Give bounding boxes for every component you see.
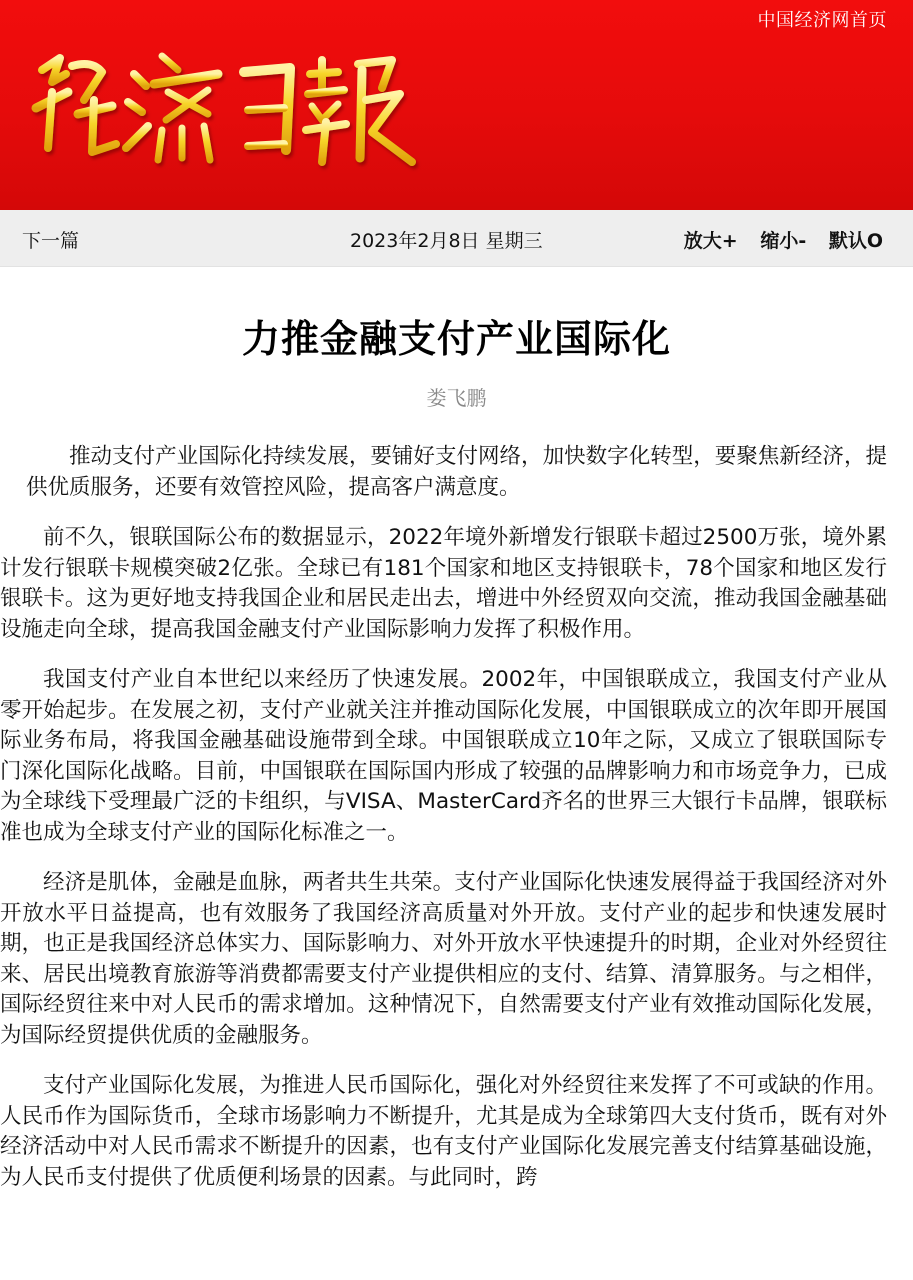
masthead-banner [0,0,913,210]
article-toolbar [0,210,913,267]
logo-calligraphy [22,30,422,180]
article-author: 娄飞鹏 [426,386,487,410]
publish-date: 2023年2月8日 星期三 [350,230,543,252]
zoom-default-button[interactable]: 默认O [828,230,883,252]
font-size-controls [668,226,883,253]
zoom-in-button[interactable]: 放大+ [683,230,738,252]
article-paragraph: 我国支付产业自本世纪以来经历了快速发展。2002年，中国银联成立，我国支付产业从零开始起步。在发展之初，支付产业就关注并推动国际化发展，中国银联成立的次年即开展国际业务布局，将我国金融基础设施带到全球。中国银联成立10年之际，又成立了银联国际专门深化国际化战略。目前，中国银联在国际国内形成了较强的品牌影响力和市场竞争力，已成为全球线下受理最广泛的卡组织，与VISA、MasterCard齐名的世界三大银行卡品牌，银联标准也成为全球支付产业的国际化标准之一。 [0,667,887,845]
article-body [0,442,913,1213]
zoom-out-button[interactable]: 缩小- [760,230,807,252]
newspaper-logo [22,30,422,180]
article-paragraph: 支付产业国际化发展，为推进人民币国际化，强化对外经贸往来发挥了不可或缺的作用。人民币作为国际货币，全球市场影响力不断提升，尤其是成为全球第四大支付货币，既有对外经济活动中对人民币需求不断提升的因素，也有支付产业国际化发展完善支付结算基础设施，为人民币支付提供了优质便利场景的因素。与此同时，跨 [0,1073,887,1190]
next-article-link[interactable]: 下一篇 [22,230,80,252]
article-paragraph: 经济是肌体，金融是血脉，两者共生共荣。支付产业国际化快速发展得益于我国经济对外开放水平日益提高，也有效服务了我国经济高质量对外开放。支付产业的起步和快速发展时期，也正是我国经济总体实力、国际影响力、对外开放水平快速提升的时期，企业对外经贸往来、居民出境教育旅游等消费都需要支付产业提供相应的支付、结算、清算服务。与之相伴，国际经贸往来中对人民币的需求增加。这种情况下，自然需要支付产业有效推动国际化发展，为国际经贸提供优质的金融服务。 [0,870,887,1048]
article-paragraph: 推动支付产业国际化持续发展，要铺好支付网络，加快数字化转型，要聚焦新经济，提供优质服务，还要有效管控风险，提高客户满意度。 [26,444,887,500]
article-title: 力推金融支付产业国际化 [241,317,671,361]
article-paragraph: 前不久，银联国际公布的数据显示，2022年境外新增发行银联卡超过2500万张，境外累计发行银联卡规模突破2亿张。全球已有181个国家和地区支持银联卡，78个国家和地区发行银联卡。这为更好地支持我国企业和居民走出去，增进中外经贸双向交流，推动我国金融基础设施走向全球，提高我国金融支付产业国际影响力发挥了积极作用。 [0,525,887,642]
home-link[interactable]: 中国经济网首页 [757,10,887,31]
